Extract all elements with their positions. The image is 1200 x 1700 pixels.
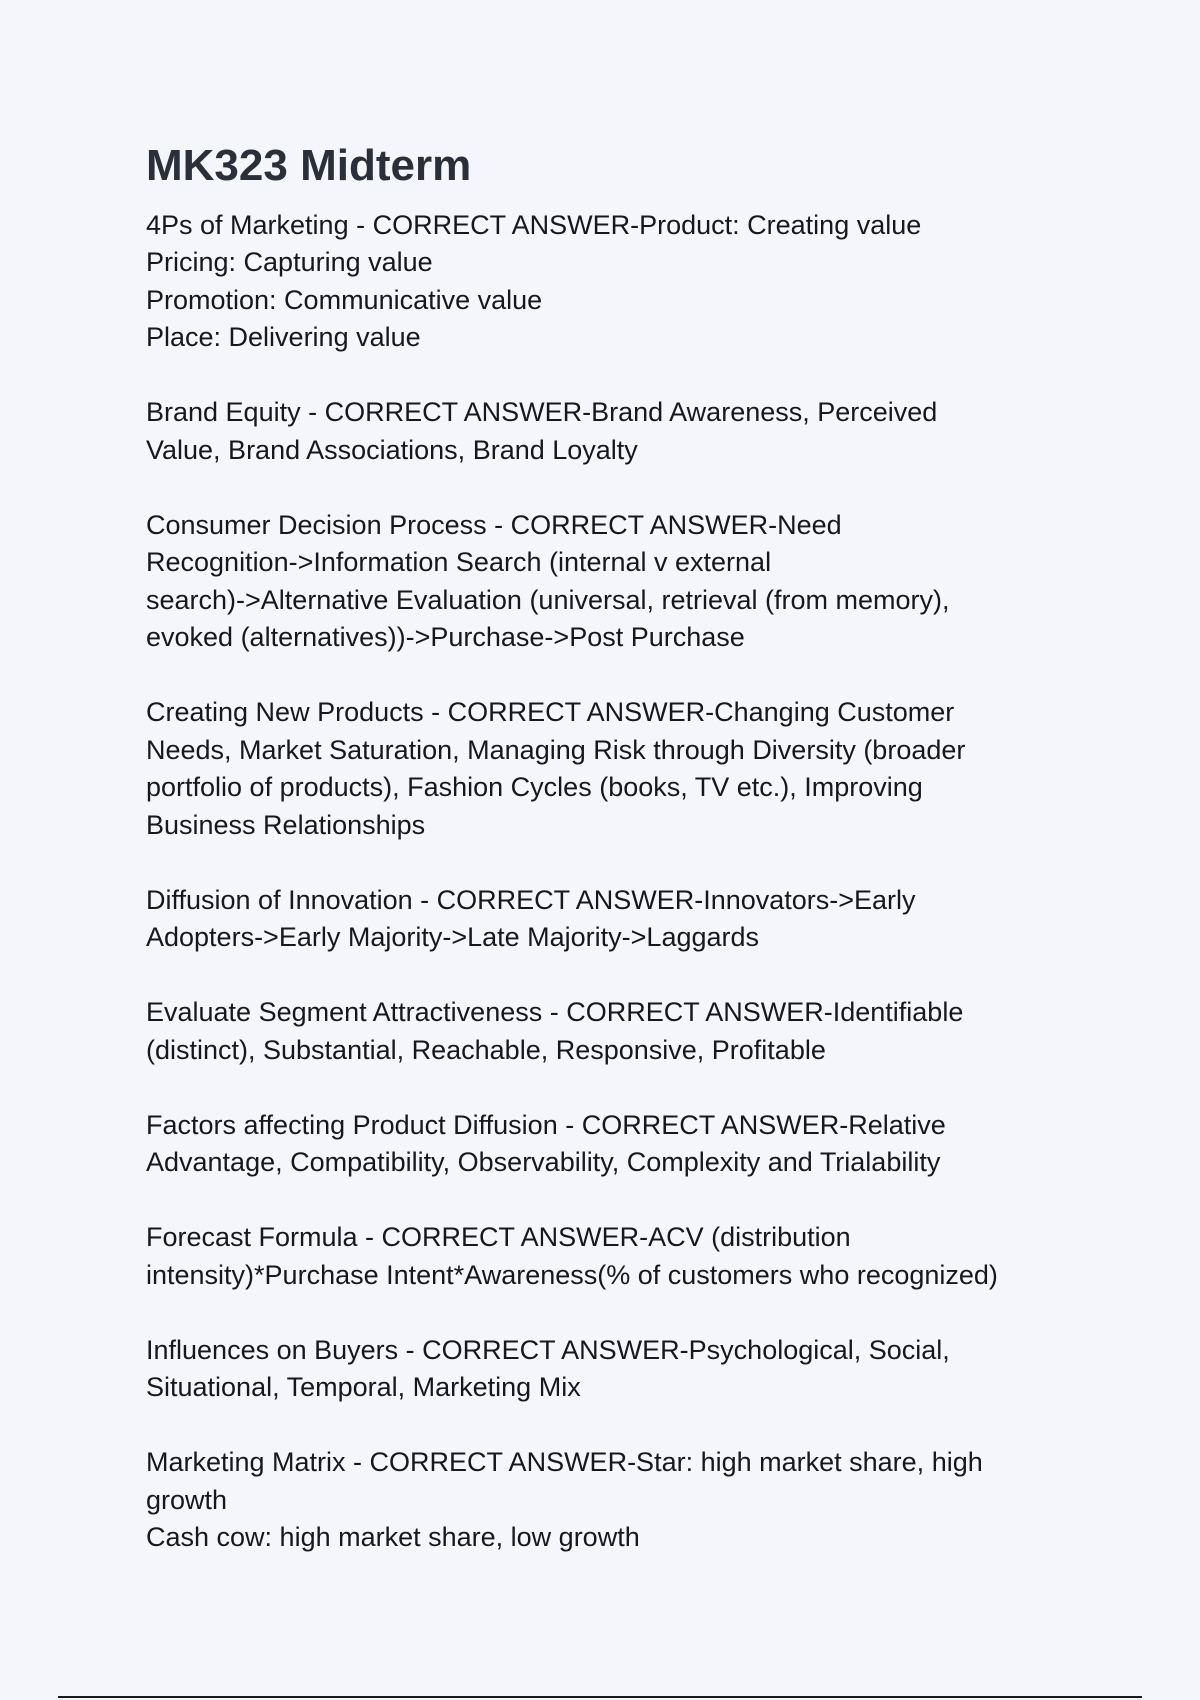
entry-forecast-formula: Forecast Formula - CORRECT ANSWER-ACV (distribution intensity)*Purchase Intent*Awareness(% of customers who recognized) xyxy=(146,1222,998,1290)
page-divider xyxy=(58,1696,1142,1698)
document-page xyxy=(146,140,1046,1594)
entry-evaluate-segment-attractiveness: Evaluate Segment Attractiveness - CORRECT ANSWER-Identifiable (distinct), Substantial, Reachable, Responsive, Profitable xyxy=(146,997,964,1065)
entry-consumer-decision-process: Consumer Decision Process - CORRECT ANSWER-Need Recognition->Information Search (internal v external search)->Alternative Evaluation (universal, retrieval (from memory), evoked (alternatives))->Purchase->Post Purchase xyxy=(146,509,950,653)
entry-factors-product-diffusion: Factors affecting Product Diffusion - CORRECT ANSWER-Relative Advantage, Compatibility, Observability, Complexity and Trialability xyxy=(146,1109,946,1178)
page-title: MK323 Midterm xyxy=(146,141,472,190)
entry-creating-new-products: Creating New Products - CORRECT ANSWER-Changing Customer Needs, Market Saturation, Managing Risk through Diversity (broader portfolio of products), Fashion Cycles (books, TV etc.), Improving Business Relationships xyxy=(146,697,966,840)
entry-brand-equity: Brand Equity - CORRECT ANSWER-Brand Awareness, Perceived Value, Brand Associations, Brand Loyalty xyxy=(146,397,938,465)
entry-marketing-matrix: Marketing Matrix - CORRECT ANSWER-Star: high market share, high growth Cash cow: high market share, low growth xyxy=(146,1447,983,1553)
entry-4ps-of-marketing: 4Ps of Marketing - CORRECT ANSWER-Product: Creating value Pricing: Capturing value Promotion: Communicative value Place: Delivering value xyxy=(146,209,922,353)
entry-diffusion-of-innovation: Diffusion of Innovation - CORRECT ANSWER-Innovators->Early Adopters->Early Majority->Late Majority->Laggards xyxy=(146,884,916,953)
entry-influences-on-buyers: Influences on Buyers - CORRECT ANSWER-Psychological, Social, Situational, Temporal, Marketing Mix xyxy=(146,1334,950,1403)
